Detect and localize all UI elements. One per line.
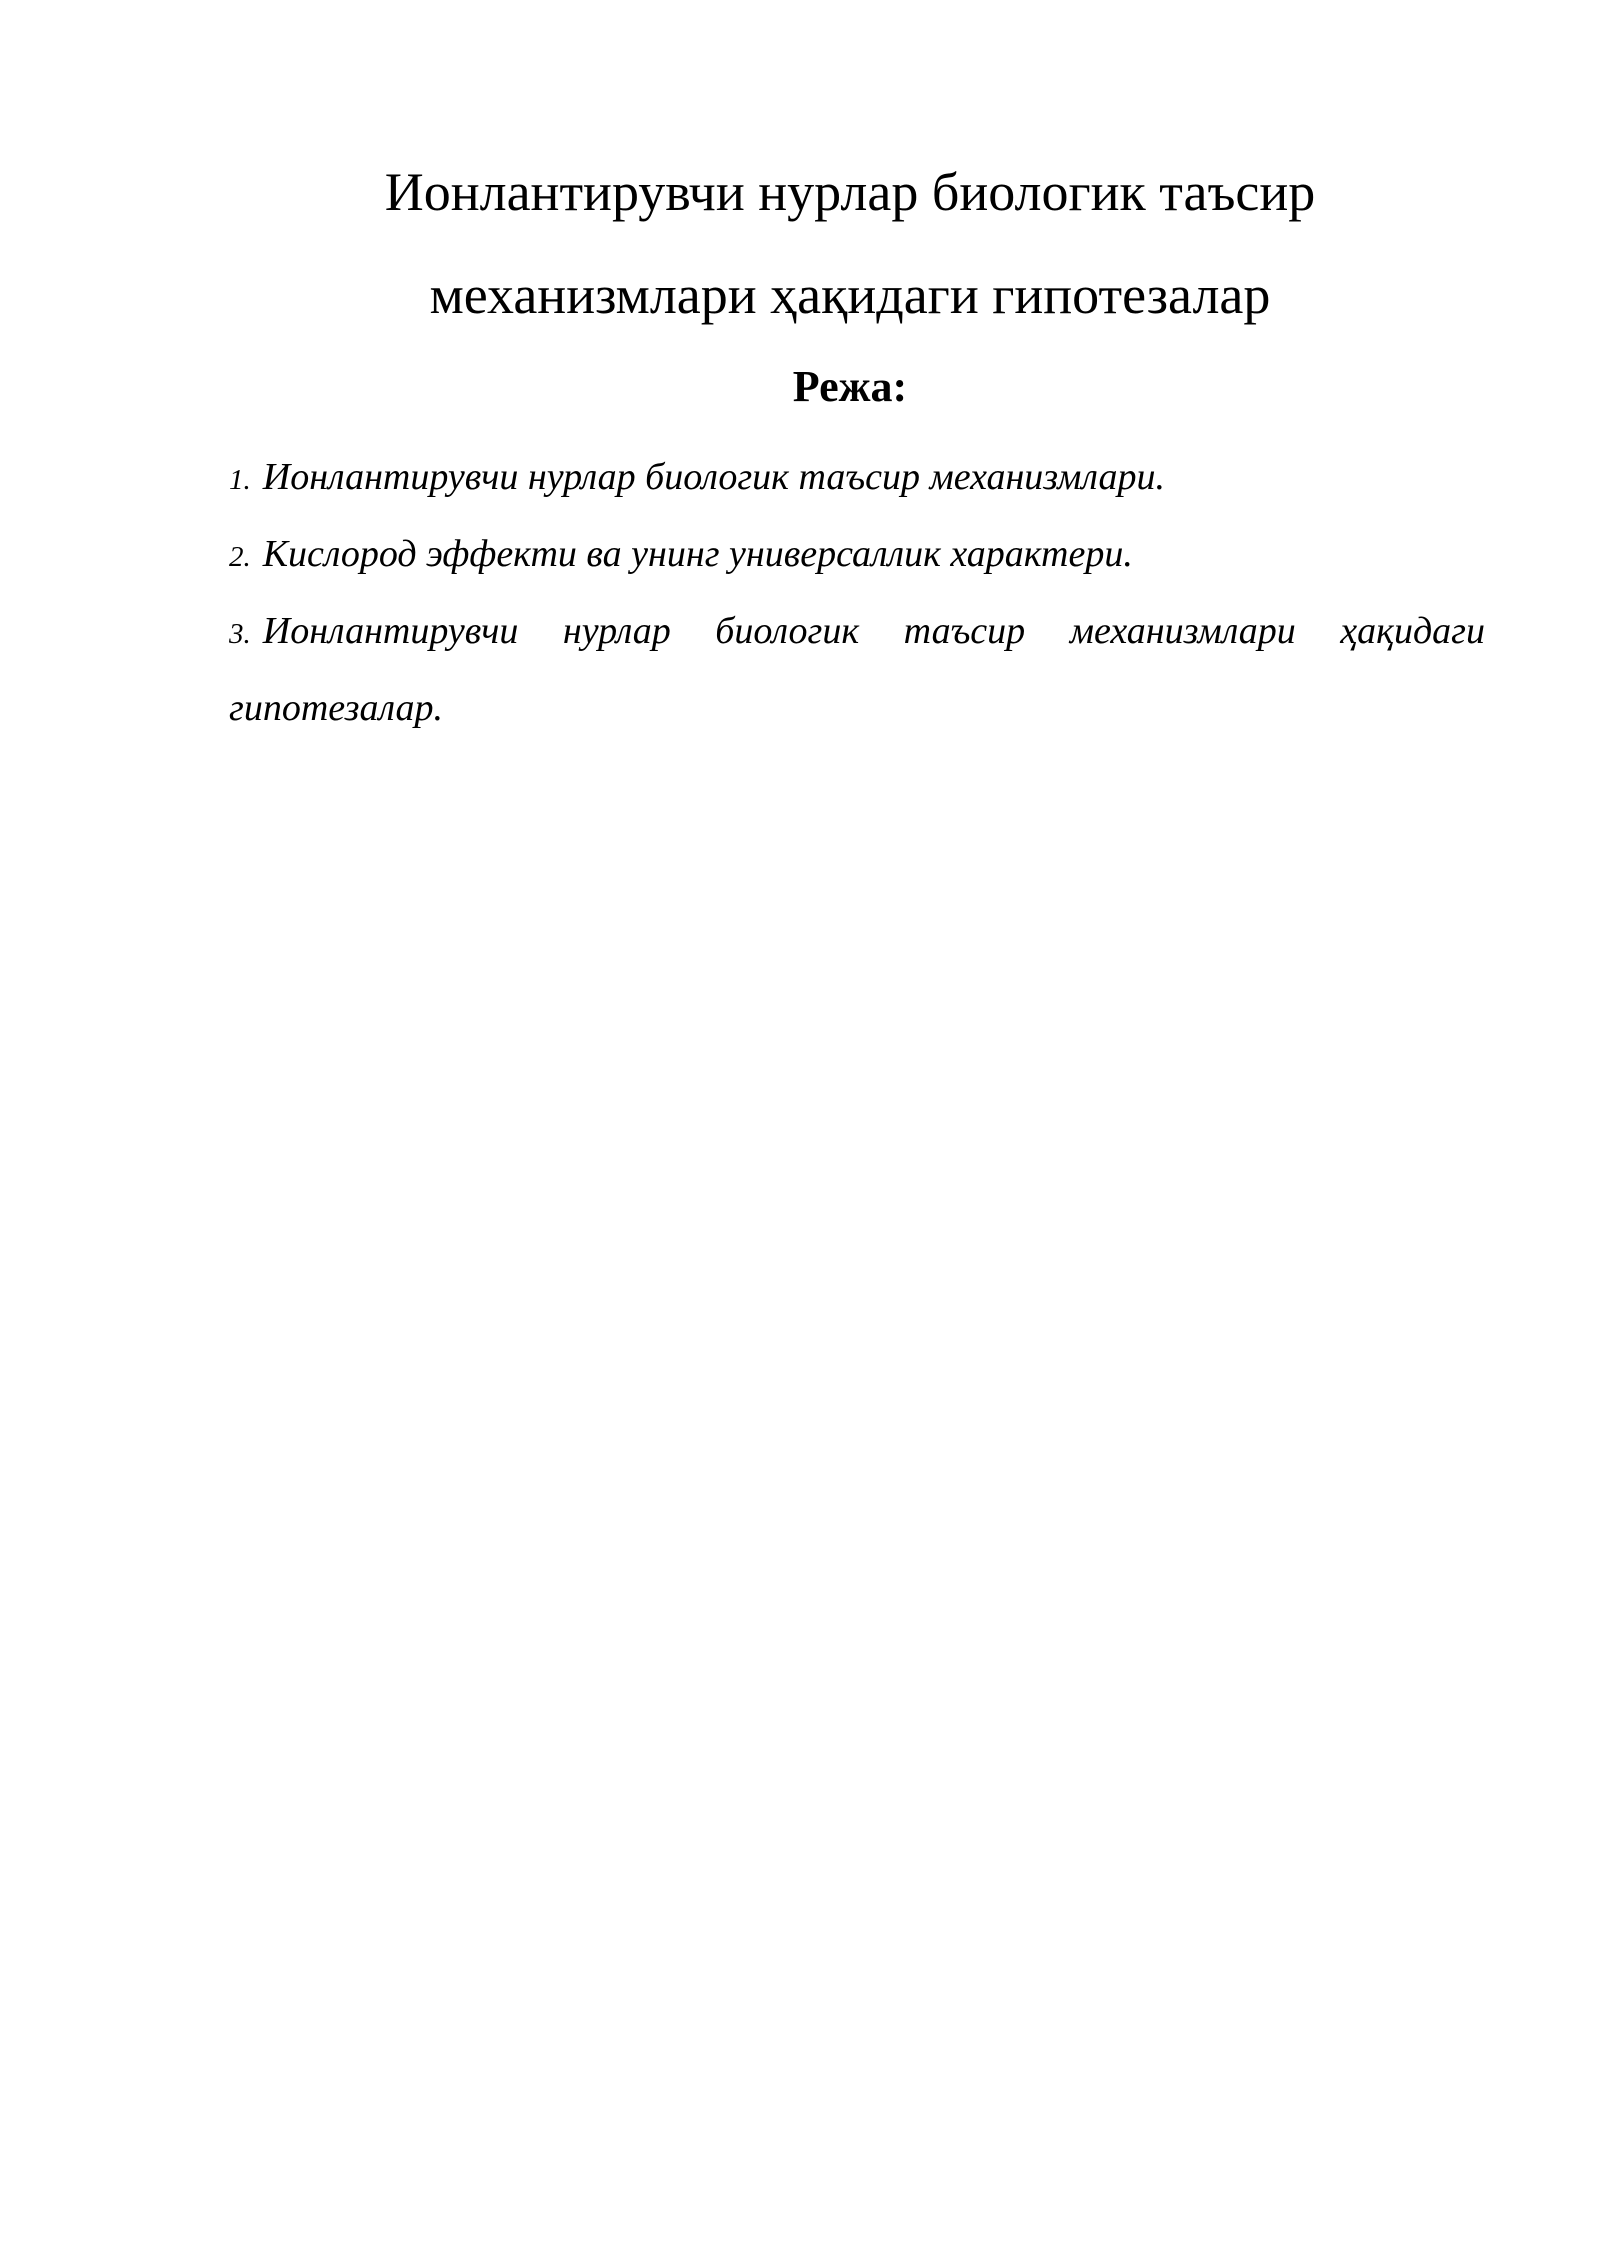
plan-item-number: 3.	[229, 618, 251, 650]
plan-item-text: Ионлантирувчи нурлар биологик таъсир механизмлари ҳақидаги гипотезалар.	[229, 610, 1485, 729]
plan-item-1	[229, 440, 1485, 517]
plan-list	[229, 440, 1485, 745]
plan-item-text: Кислород эффекти ва унинг универсаллик характери.	[262, 533, 1133, 575]
plan-item-2	[229, 517, 1485, 594]
document-title-line-1: Ионлантирувчи нурлар биологик таъсир	[384, 162, 1316, 222]
document-title-line-2: механизмлари ҳақидаги гипотезалар	[429, 265, 1271, 325]
plan-item-text: Ионлантирувчи нурлар биологик таъсир механизмлари.	[262, 456, 1165, 498]
plan-item-number: 1.	[229, 464, 251, 496]
plan-item-number: 2.	[229, 541, 251, 573]
plan-heading: Режа:	[792, 362, 908, 411]
plan-item-3	[229, 594, 1485, 745]
